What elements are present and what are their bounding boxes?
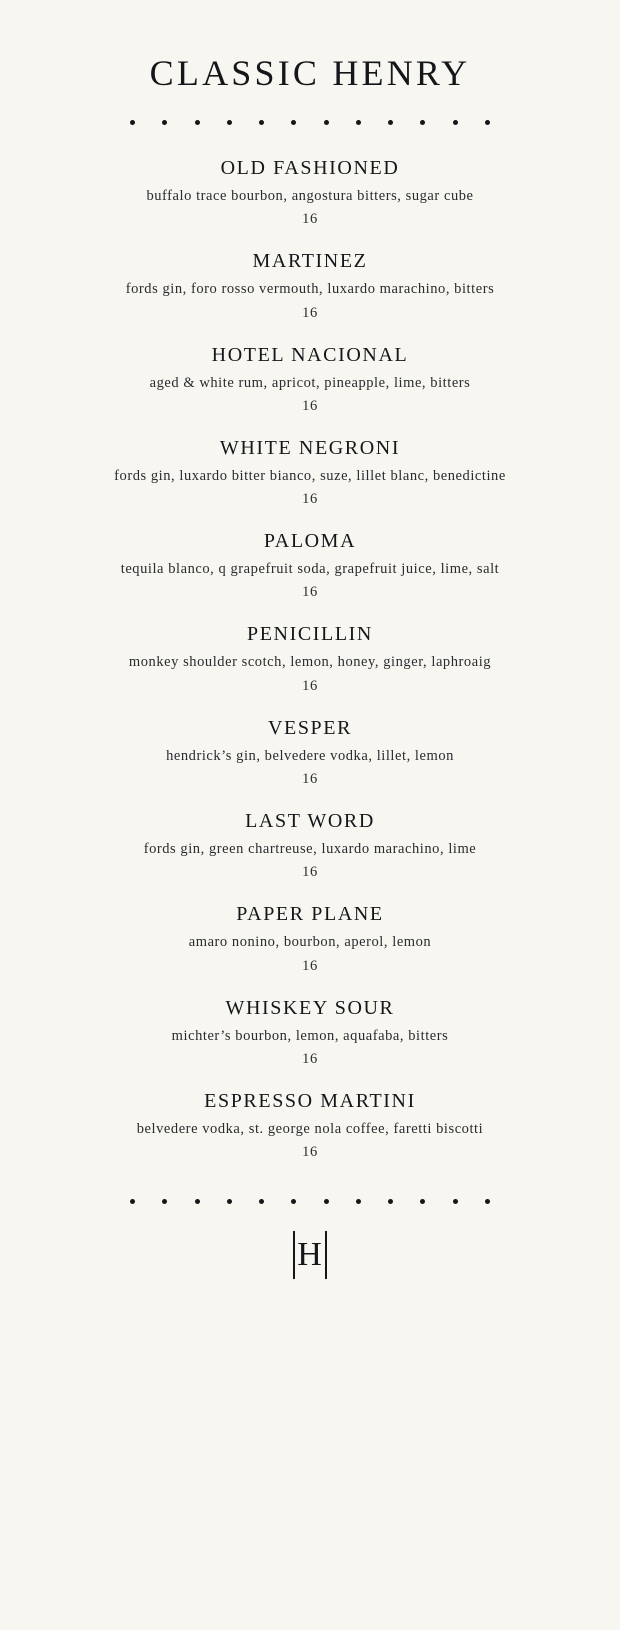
menu-item-price: 16 — [302, 397, 318, 414]
menu-item-price: 16 — [302, 957, 318, 974]
divider-dot — [485, 1199, 490, 1204]
menu-item-name: WHITE NEGRONI — [219, 436, 401, 459]
menu-item-description: tequila blanco, q grapefruit soda, grapefruit juice, lime, salt — [120, 561, 500, 578]
divider-dot — [453, 120, 458, 125]
menu-item-price: 16 — [302, 584, 318, 601]
decorative-dot-divider-bottom — [130, 1199, 490, 1204]
menu-item — [0, 155, 620, 228]
menu-item-price: 16 — [302, 304, 318, 321]
menu-item-price: 16 — [302, 211, 318, 228]
divider-dot — [195, 1199, 200, 1204]
menu-item-price: 16 — [302, 1050, 318, 1067]
monogram-right-rule — [325, 1231, 326, 1279]
divider-dot — [162, 120, 167, 125]
divider-dot — [453, 1199, 458, 1204]
menu-item — [0, 528, 620, 601]
menu-item-description: buffalo trace bourbon, angostura bitters, sugar cube — [146, 188, 474, 204]
menu-item-price: 16 — [302, 1144, 318, 1161]
menu-item-list — [0, 155, 620, 1181]
divider-dot — [324, 120, 329, 125]
menu-item — [0, 342, 620, 415]
menu-item-name: PALOMA — [263, 530, 357, 553]
menu-item-name: ESPRESSO MARTINI — [204, 1089, 416, 1112]
divider-dot — [291, 1199, 296, 1204]
monogram-letter: H — [297, 1236, 323, 1274]
divider-dot — [227, 1199, 232, 1204]
menu-item-name: PAPER PLANE — [236, 903, 384, 926]
menu-item-price: 16 — [302, 771, 318, 788]
menu-item — [0, 621, 620, 694]
divider-dot — [227, 120, 232, 125]
menu-item-description: fords gin, green chartreuse, luxardo marachino, lime — [143, 841, 477, 858]
divider-dot — [356, 1199, 361, 1204]
menu-item-description: fords gin, luxardo bitter bianco, suze, lillet blanc, benedictine — [114, 467, 506, 484]
menu-item — [0, 715, 620, 788]
menu-item-name: WHISKEY SOUR — [225, 996, 395, 1019]
divider-dot — [324, 1199, 329, 1204]
menu-item-price: 16 — [302, 677, 318, 694]
divider-dot — [259, 120, 264, 125]
menu-item-description: hendrick’s gin, belvedere vodka, lillet, lemon — [166, 747, 454, 764]
divider-dot — [420, 120, 425, 125]
divider-dot — [291, 120, 296, 125]
divider-dot — [356, 120, 361, 125]
divider-dot — [388, 1199, 393, 1204]
menu-item-description: monkey shoulder scotch, lemon, honey, ginger, laphroaig — [128, 654, 492, 671]
divider-dot — [388, 120, 393, 125]
monogram-left-rule — [293, 1231, 294, 1279]
menu-item-name: OLD FASHIONED — [220, 157, 400, 179]
page-title: CLASSIC HENRY — [149, 53, 471, 93]
menu-item — [0, 1088, 620, 1161]
menu-item-description: aged & white rum, apricot, pineapple, lime, bitters — [149, 374, 471, 391]
monogram-logo — [295, 1238, 325, 1272]
divider-dot — [162, 1199, 167, 1204]
menu-item-name: VESPER — [267, 716, 353, 739]
menu-item-description: amaro nonino, bourbon, aperol, lemon — [188, 934, 432, 951]
menu-item-name: PENICILLIN — [247, 623, 373, 646]
menu-item — [0, 901, 620, 974]
menu-item — [0, 995, 620, 1068]
divider-dot — [259, 1199, 264, 1204]
menu-item-name: LAST WORD — [245, 810, 375, 833]
menu-item — [0, 435, 620, 508]
menu-item-description: fords gin, foro rosso vermouth, luxardo marachino, bitters — [125, 281, 495, 298]
divider-dot — [195, 120, 200, 125]
menu-item — [0, 248, 620, 321]
menu-item — [0, 808, 620, 881]
divider-dot — [130, 1199, 135, 1204]
divider-dot — [420, 1199, 425, 1204]
menu-item-name: MARTINEZ — [252, 250, 368, 273]
menu-item-price: 16 — [302, 491, 318, 508]
divider-dot — [485, 120, 490, 125]
decorative-dot-divider-top — [130, 120, 490, 125]
menu-item-description: belvedere vodka, st. george nola coffee, faretti biscotti — [136, 1120, 484, 1137]
divider-dot — [130, 120, 135, 125]
menu-item-description: michter’s bourbon, lemon, aquafaba, bitters — [171, 1027, 449, 1044]
menu-item-price: 16 — [302, 864, 318, 881]
menu-item-name: HOTEL NACIONAL — [211, 343, 409, 366]
